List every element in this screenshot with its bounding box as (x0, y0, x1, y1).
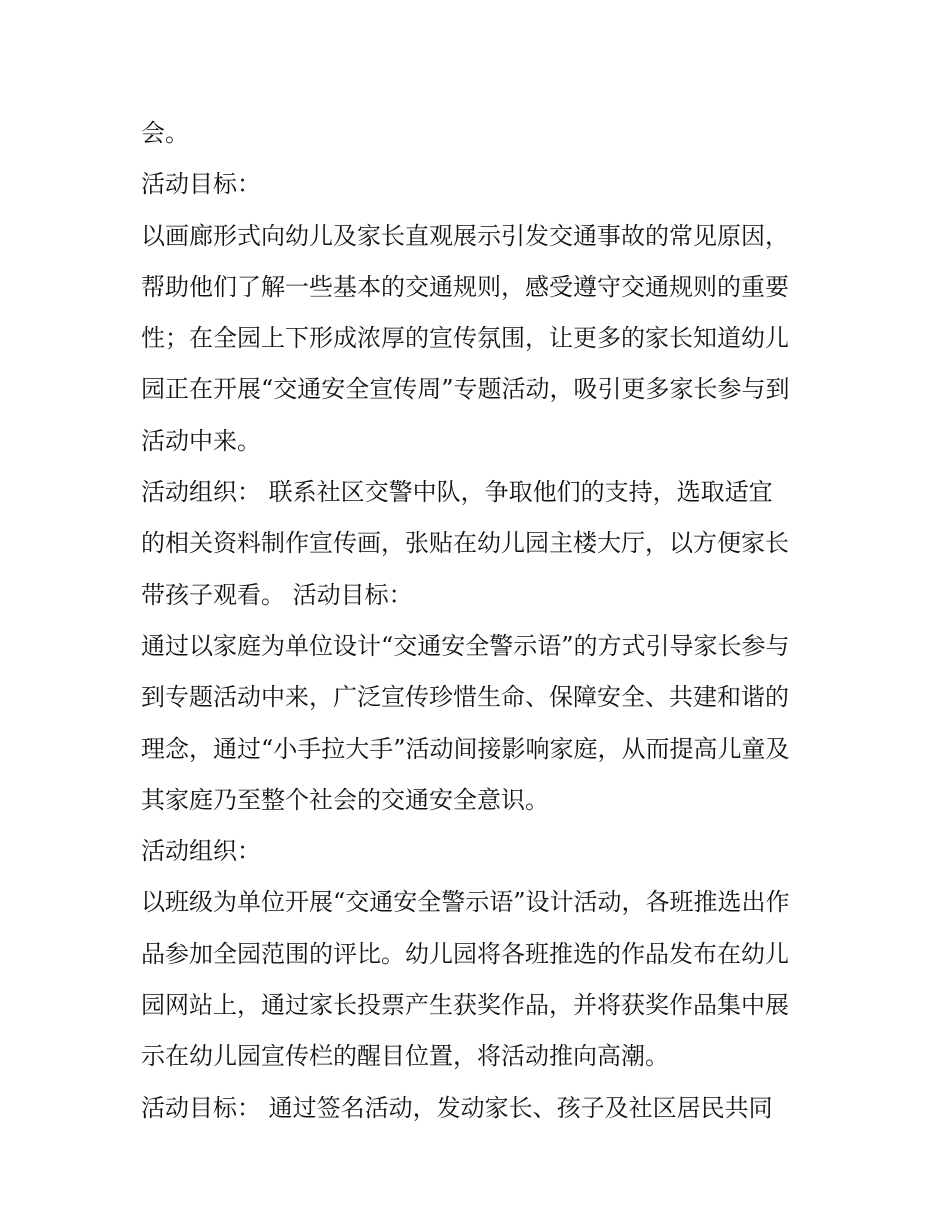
section-heading: 活动组织： (141, 837, 261, 866)
body-text (141, 108, 821, 1134)
text-line: 示在幼儿园宣传栏的醒目位置，将活动推向高潮。 (141, 1042, 669, 1071)
text-line: 活动中来。 (141, 426, 261, 455)
text-line: 园正在开展“交通安全宣传周”专题活动，吸引更多家长参与到 (141, 375, 790, 404)
text-line: 其家庭乃至整个社会的交通安全意识。 (141, 785, 549, 814)
text-line: 活动目标： 通过签名活动，发动家长、孩子及社区居民共同 (141, 1093, 773, 1122)
text-line: 带孩子观看。 活动目标： (141, 580, 413, 609)
text-line: 以班级为单位开展“交通安全警示语”设计活动，各班推选出作 (141, 888, 790, 917)
text-line: 园网站上，通过家长投票产生获奖作品，并将获奖作品集中展 (141, 991, 789, 1020)
text-line: 理念，通过“小手拉大手”活动间接影响家庭，从而提高儿童及 (141, 734, 790, 763)
section-heading: 活动目标： (141, 170, 261, 199)
text-line: 以画廊形式向幼儿及家长直观展示引发交通事故的常见原因， (141, 221, 789, 250)
text-line: 活动组织： 联系社区交警中队，争取他们的支持，选取适宜 (141, 478, 773, 507)
text-line: 到专题活动中来，广泛宣传珍惜生命、保障安全、共建和谐的 (141, 683, 789, 712)
text-line: 通过以家庭为单位设计“交通安全警示语”的方式引导家长参与 (141, 631, 790, 660)
text-line: 品参加全园范围的评比。幼儿园将各班推选的作品发布在幼儿 (141, 939, 789, 968)
text-line: 性；在全园上下形成浓厚的宣传氛围，让更多的家长知道幼儿 (141, 324, 789, 353)
text-line: 会。 (141, 119, 189, 147)
text-line: 的相关资料制作宣传画，张贴在幼儿园主楼大厅，以方便家长 (141, 529, 789, 558)
text-line: 帮助他们了解一些基本的交通规则，感受遵守交通规则的重要 (141, 272, 789, 301)
